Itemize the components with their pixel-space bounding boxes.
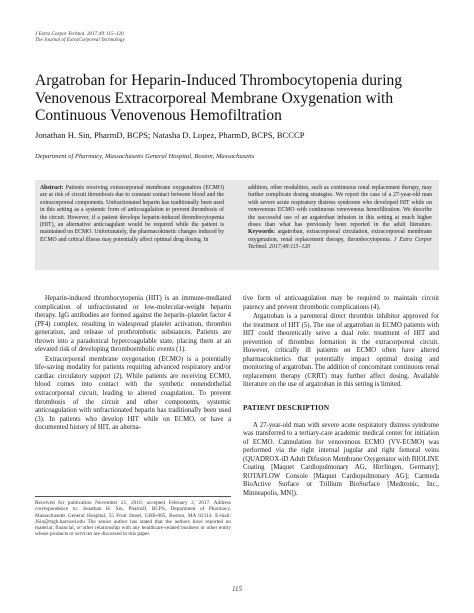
body-paragraph: tive form of anticoagulation may be required to maintain circuit patency and prevent thrombotic complications (4). bbox=[243, 295, 439, 311]
body-paragraph: Heparin-induced thrombocytopenia (HIT) is an immune-mediated complication of unfractionated or low-molecular-weight heparin therapy. IgG antibodies are formed against the heparin–platelet factor 4 (PF4) complex, resulting in widespread platelet activation, thrombin generation, and release of prothrombotic substances. Patients are thrown into a paradoxical hypercoagulable state, placing them at an elevated risk of developing thromboembolic events (1). bbox=[35, 295, 231, 354]
page-number: 115 bbox=[232, 585, 242, 593]
keywords-text: argatroban, extracorporeal circulation, extracorporeal membrane oxygenation, renal replacement therapy, thrombocytopenia. bbox=[248, 229, 432, 243]
footnote-divider bbox=[35, 496, 231, 497]
affiliation: Department of Pharmacy, Massachusetts General Hospital, Boston, Massachusetts bbox=[35, 153, 255, 160]
footnote: Received for publication November 21, 2016; accepted February 2, 2017. Address correspondence to: Jonathan H. Sin, PharmD, BCPS, Department of Pharmacy, Massachusetts General Hospital, 55 Fruit Street, GRB-005, Boston, MA 02114. E-mail: JSin@mgh.harvard.edu The senior author has stated that the authors have reported no material, financial, or other relationship with any healthcare-related business or other entity whose products or services are discussed in this paper. bbox=[35, 500, 231, 538]
running-head-citation: J Extra Corpor Technol. 2017;49:115–120 bbox=[35, 31, 124, 37]
abstract-label: Abstract: bbox=[40, 185, 64, 191]
running-head bbox=[35, 31, 125, 44]
title-line: Venovenous Extracorporeal Membrane Oxygenation with bbox=[35, 89, 394, 107]
abstract-text: addition, other modalities, such as continuous renal replacement therapy, may further complicate dosing strategies. We report the case of a 27-year-old man with severe acute respiratory distress syndrome who developed HIT while on venovenous ECMO with continuous venovenous hemofiltration. We describe the successful use of an argatroban infusion in this setting at much higher doses than what has previously been reported in the adult literature. bbox=[248, 185, 432, 229]
keywords-label: Keywords: bbox=[248, 229, 276, 236]
section-heading: PATIENT DESCRIPTION bbox=[243, 404, 330, 413]
body-paragraph: Extracorporeal membrane oxygenation (ECMO) is a potentially life-saving modality for patients requiring advanced respiratory and/or cardiac circulatory support (2). While patients are receiving ECMO, blood comes into contact with the synthetic nonendothelial extracorporeal circuit, leading to altered coagulation. To prevent thrombosis of the circuit and other components, systemic anticoagulation with unfractionated heparin has traditionally been used (3). In patients who develop HIT while on ECMO, or have a documented history of HIT, an alterna- bbox=[35, 355, 231, 432]
running-head-journal: The Journal of ExtraCorporeal Technology bbox=[35, 37, 125, 44]
author-list: Jonathan H. Sin, PharmD, BCPS; Natasha D. Lopez, PharmD, BCPS, BCCCP bbox=[35, 130, 305, 140]
abstract-text: Patients receiving extracorporeal membrane oxygenation (ECMO) are at risk of circuit thrombosis due to constant contact between blood and the extracorporeal components. Unfractionated heparin has traditionally been used in this setting as a systemic form of anticoagulation to prevent thrombosis of the circuit. However, if a patient develops heparin-induced thrombocytopenia (HIT), an alternative anticoagulant would be required while the patient is maintained on ECMO. Unfortunately, the pharmacokinetic changes induced by ECMO and critical illness may potentially affect optimal drug dosing. In bbox=[40, 185, 224, 243]
body-paragraph: Argatroban is a parenteral direct thrombin inhibitor approved for the treatment of HIT (5). The use of argatroban in ECMO patients with HIT could theoretically serve a dual role: treatment of HIT and prevention of thrombus formation in the extracorporeal circuit. However, critically ill patients on ECMO often have altered pharmacokinetics that potentially impact optimal dosing and monitoring of argatroban. The addition of concomitant continuous renal replacement therapy (CRRT) may further affect dosing. Available literature on the use of argatroban in this setting is limited. bbox=[243, 313, 439, 389]
title-line: Continuous Venovenous Hemofiltration bbox=[35, 107, 282, 125]
body-left-column bbox=[35, 295, 231, 433]
abstract-left-column bbox=[40, 185, 224, 244]
abstract-right-column bbox=[248, 185, 432, 252]
article-title bbox=[35, 72, 439, 125]
body-paragraph: A 27-year-old man with severe acute respiratory distress syndrome was transferred to a tertiary-care academic medical center for initiation of ECMO. Cannulation for venovenous ECMO (VV-ECMO) was performed via the right internal jugular and right femoral veins (QUADROX-iD Adult Difusion Membrane Oxygenator with BIOLINE Coating [Maquet Cardiopulmonary AG, Hirrlingen, Germany]; ROTAFLOW Console [Maquet Cardiopulmonary AG]; Carmeda BioActive Surface or Trillium BioSurface [Medtronic, Inc., Minneapolis, MN]). bbox=[243, 421, 439, 497]
title-line: Argatroban for Heparin-Induced Thrombocytopenia during bbox=[35, 72, 403, 89]
abstract-citation: J Extra Corpor Technol. 2017;49:115–120 bbox=[248, 236, 432, 251]
body-right-column bbox=[243, 295, 439, 498]
